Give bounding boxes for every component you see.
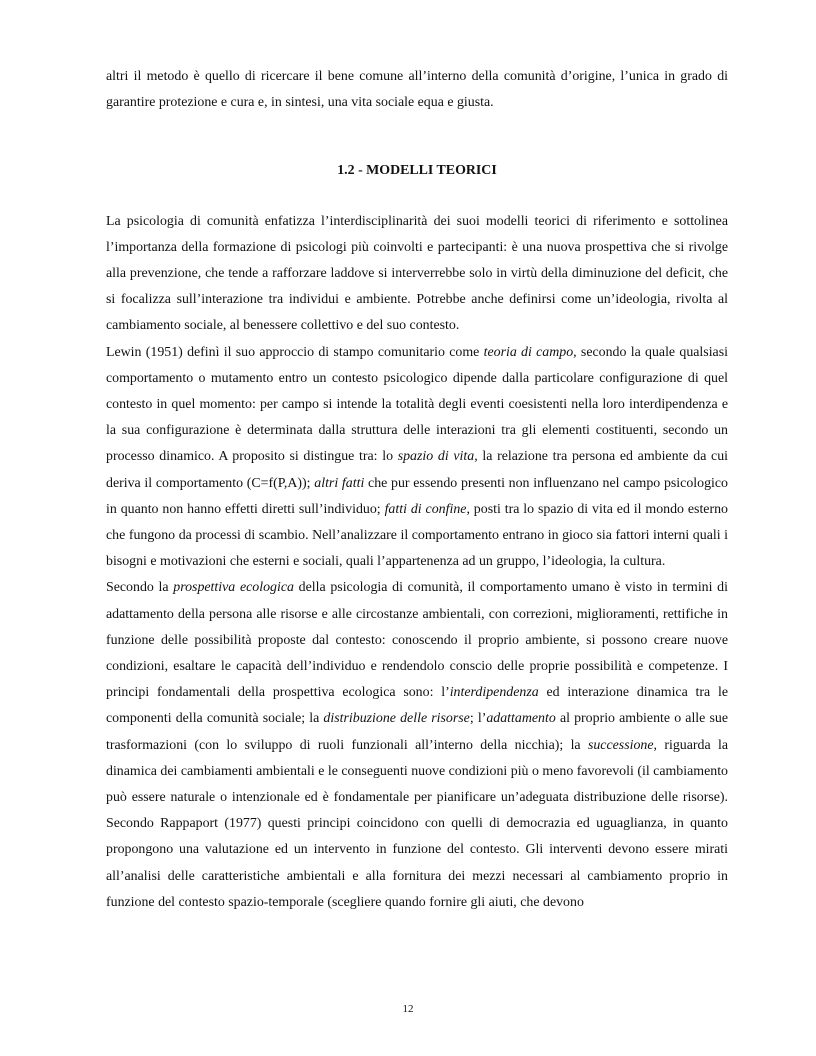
p2-italic-teoria-di-campo: teoria di campo bbox=[483, 344, 574, 360]
p2-italic-spazio-di-vita: spazio di vita bbox=[397, 449, 475, 465]
p3-italic-adattamento: adattamento bbox=[486, 711, 556, 727]
paragraph-2 bbox=[106, 340, 728, 576]
p3-text-b: della psicologia di comunità, il comportamento umano è visto in termini di adattamento della persona alle risorse e alle circostanze ambientali, con correzioni, miglioramenti, rettifiche in funzione delle possibilità proposte dal contesto: conoscendo il proprio ambiente, si possono creare nuove condizioni, esaltare le capacità dell’individuo e rendendolo conscio delle proprie possibilità e competenze. I principi fondamentali della prospettiva ecologica sono: l’ bbox=[106, 580, 728, 701]
p3-text-a: Secondo la bbox=[106, 580, 174, 596]
p3-text-d: ; l’ bbox=[469, 711, 487, 727]
p3-text-e: al proprio ambiente o alle sue trasformazioni (con lo sviluppo di ruoli funzionali all’interno della nicchia); la bbox=[106, 711, 728, 753]
p3-italic-interdipendenza: interdipendenza bbox=[449, 685, 539, 701]
p3-italic-prospettiva-ecologica: prospettiva ecologica bbox=[173, 580, 294, 596]
p2-text-e: , posti tra lo spazio di vita ed il mondo esterno che fungono da processi di scambio. Nell’analizzare il comportamento entrano in gioco sia fattori interni quali i bisogni e motivazioni che esterni e sociali, quali l’appartenenza ad un gruppo, l’ideologia, la cultura. bbox=[106, 501, 728, 570]
p3-italic-distribuzione-delle-risorse: distribuzione delle risorse bbox=[323, 711, 470, 727]
document-body bbox=[106, 64, 728, 916]
p3-text-f: , riguarda la dinamica dei cambiamenti ambientali e le conseguenti nuove condizioni più o meno favorevoli (il cambiamento può essere naturale o intenzionale ed è fondamentale per pianificare un’adeguata distribuzione delle risorse). Secondo Rappaport (1977) questi principi coincidono con quelli di democrazia ed uguaglianza, in quanto propongono una valutazione ed un intervento in funzione del contesto. Gli interventi devono essere mirati all’analisi delle caratteristiche ambientali e alla fornitura dei mezzi necessari al cambiamento proprio in funzione del contesto spazio-temporale (scegliere quando fornire gli aiuti, che devono bbox=[106, 737, 728, 910]
page-number: 12 bbox=[402, 1003, 414, 1015]
p3-italic-successione: successione bbox=[587, 737, 654, 753]
paragraph-1: La psicologia di comunità enfatizza l’interdisciplinarità dei suoi modelli teorici di riferimento e sottolinea l’importanza della formazione di psicologi più coinvolti e partecipanti: è una nuova prospettiva che si rivolge alla prevenzione, che tende a rafforzare laddove si interverrebbe solo in virtù della diminuzione del deficit, che si focalizza sull’interazione tra individui e ambiente. Potrebbe anche definirsi come un’ideologia, rivolta al cambiamento sociale, al benessere collettivo e del suo contesto. bbox=[106, 213, 728, 334]
section-heading: 1.2 - MODELLI TEORICI bbox=[337, 163, 497, 179]
p2-text-c: , la relazione tra persona ed ambiente da cui deriva il comportamento (C=f(P,A)); bbox=[106, 449, 729, 491]
p2-italic-altri-fatti: altri fatti bbox=[314, 475, 365, 491]
intro-paragraph: altri il metodo è quello di ricercare il bene comune all’interno della comunità d’origine, l’unica in grado di garantire protezione e cura e, in sintesi, una vita sociale equa e giusta. bbox=[106, 69, 728, 111]
p2-text-b: , secondo la quale qualsiasi comportamento o mutamento entro un contesto psicologico dipende dalla particolare configurazione di quel contesto in quel momento: per campo si intende la totalità degli eventi coesistenti nella loro interdipendenza e la sua configurazione è determinata dalla struttura delle interazioni tra gli elementi costituenti, secondo un processo dinamico. A proposito si distingue tra: lo bbox=[106, 344, 728, 465]
p2-text-d: che pur essendo presenti non influenzano nel campo psicologico in quanto non hanno effetti diretti sull’individuo; bbox=[106, 475, 728, 517]
paragraph-3 bbox=[106, 575, 728, 916]
p2-text-a: Lewin (1951) definì il suo approccio di stampo comunitario come bbox=[106, 344, 484, 360]
p2-italic-fatti-di-confine: fatti di confine bbox=[384, 501, 467, 517]
p3-text-c: ed interazione dinamica tra le componenti della comunità sociale; la bbox=[106, 685, 729, 727]
